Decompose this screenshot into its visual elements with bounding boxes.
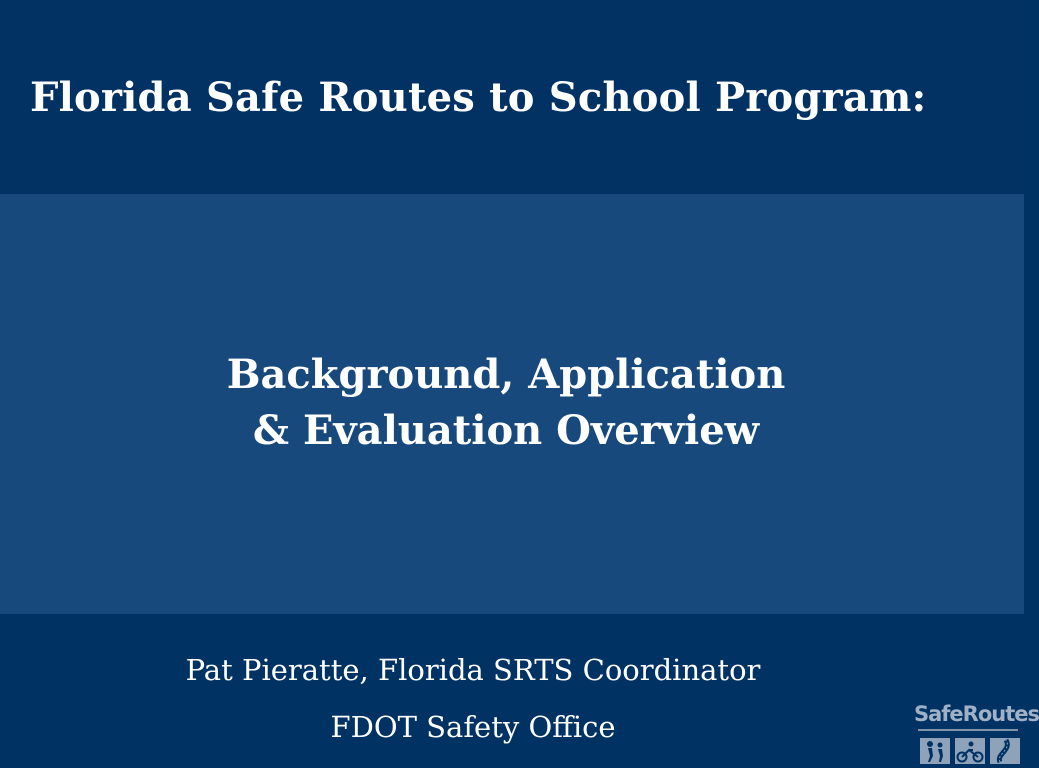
logo-icons bbox=[920, 738, 1020, 764]
saferoutes-logo bbox=[914, 700, 1039, 766]
logo-tagline-decoration bbox=[918, 728, 1018, 733]
slide-title: Florida Safe Routes to School Program: bbox=[30, 74, 927, 121]
office-name: FDOT Safety Office bbox=[330, 710, 616, 744]
road-icon bbox=[990, 738, 1020, 764]
subtitle-line-1: Background, Application bbox=[226, 351, 786, 398]
bicycle-icon bbox=[955, 738, 985, 764]
walking-children-icon bbox=[920, 738, 950, 764]
slide-subtitle bbox=[0, 347, 1012, 459]
presenter-name: Pat Pieratte, Florida SRTS Coordinator bbox=[185, 653, 761, 687]
subtitle-line-2: & Evaluation Overview bbox=[252, 407, 760, 454]
saferoutes-wordmark: SafeRoutes bbox=[914, 702, 1039, 726]
